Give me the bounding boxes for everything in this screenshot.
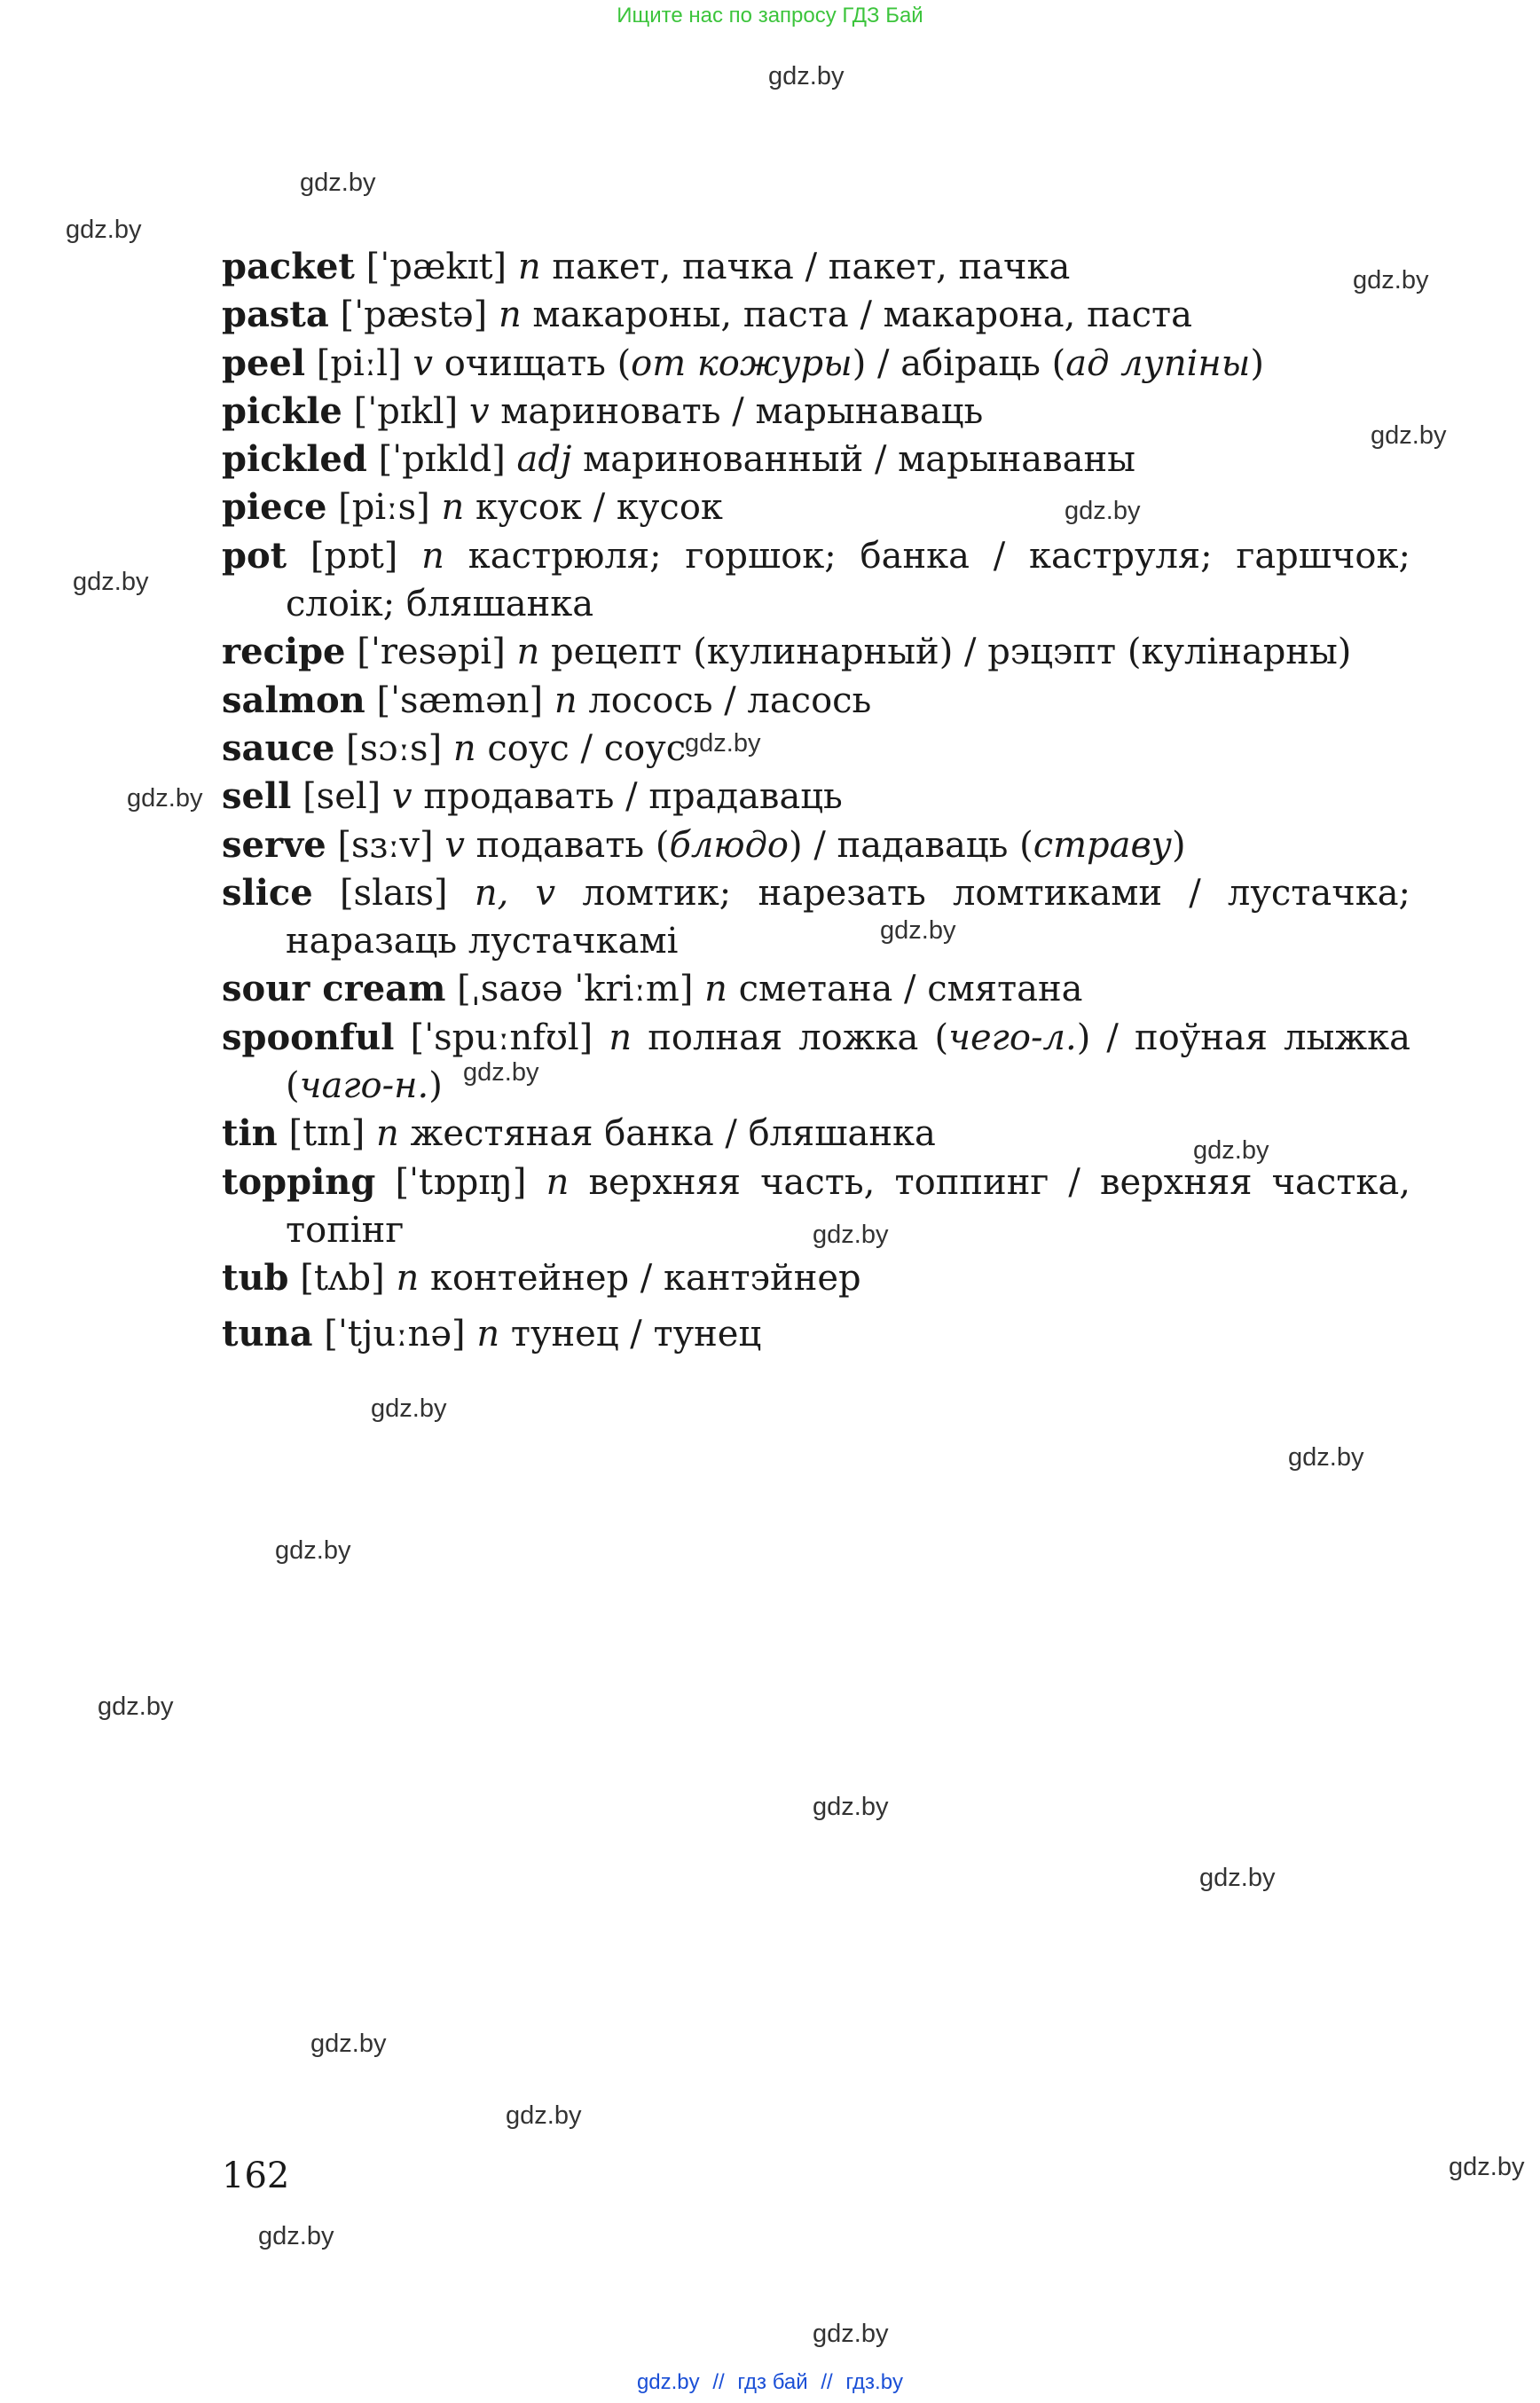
headword: sauce — [222, 726, 335, 769]
transcription: [slaɪs] — [339, 872, 448, 914]
translation: полная ложка ( — [648, 1017, 949, 1058]
translation-note: ад лупіны — [1065, 342, 1251, 384]
watermark: gdz.by — [371, 1394, 447, 1423]
watermark: gdz.by — [506, 2101, 582, 2130]
footer-link-gdz-bai[interactable]: гдз бай — [737, 2370, 808, 2394]
part-of-speech: v — [444, 824, 465, 866]
vocabulary-entry — [222, 436, 1410, 483]
headword: sell — [222, 775, 292, 818]
part-of-speech: n — [421, 535, 444, 577]
translation: кастрюля; горшок; банка / каструля; гаршчок; слоік; бляшанка — [286, 535, 1410, 625]
footer-separator: // — [712, 2370, 725, 2394]
footer-link-gdz-by[interactable]: gdz.by — [636, 2370, 700, 2394]
headword: pickled — [222, 438, 367, 481]
part-of-speech: n — [609, 1017, 632, 1058]
vocabulary-entry — [222, 291, 1410, 339]
watermark: gdz.by — [300, 169, 376, 197]
vocabulary-entry — [222, 725, 1410, 773]
vocabulary-entry — [222, 773, 1410, 821]
footer-separator: // — [821, 2370, 833, 2394]
transcription: [sɔːs] — [346, 727, 443, 769]
headword: tuna — [222, 1312, 313, 1355]
transcription: [ˈpækɪt] — [365, 247, 507, 287]
translation: лосось / ласось — [588, 679, 872, 721]
transcription: [ˈsæmən] — [376, 679, 544, 721]
watermark: gdz.by — [1065, 497, 1141, 525]
watermark: gdz.by — [275, 1536, 351, 1565]
watermark: gdz.by — [1449, 2153, 1525, 2181]
vocabulary-entry — [222, 532, 1410, 629]
transcription: [ˈpɪkld] — [378, 439, 506, 481]
part-of-speech: adj — [516, 439, 572, 481]
transcription: [tɪn] — [288, 1113, 365, 1155]
translation-note: блюдо — [669, 824, 790, 866]
watermark: gdz.by — [258, 2222, 334, 2250]
translation: жестяная банка / бляшанка — [410, 1113, 936, 1155]
vocabulary-list — [222, 243, 1410, 1358]
watermark: gdz.by — [66, 216, 142, 244]
translation: рецепт (кулинарный) / рэцэпт (кулінарны) — [551, 632, 1352, 673]
translation: ) / поўная лыжка ( — [286, 1017, 1410, 1107]
part-of-speech: n — [704, 969, 727, 1010]
transcription: [pɒt] — [310, 535, 398, 577]
watermark: gdz.by — [685, 729, 761, 758]
part-of-speech: n — [546, 1161, 570, 1203]
watermark: gdz.by — [1353, 266, 1429, 294]
watermark: gdz.by — [813, 1793, 889, 1821]
vocabulary-entry — [222, 628, 1410, 676]
footer-links — [0, 2370, 1540, 2395]
headword: packet — [222, 246, 355, 287]
translation: подавать ( — [475, 824, 670, 866]
headword: pickle — [222, 389, 342, 432]
vocabulary-entry — [222, 1310, 1410, 1358]
translation: пакет, пачка / пакет, пачка — [552, 247, 1071, 287]
part-of-speech: v — [468, 390, 490, 432]
watermark: gdz.by — [1193, 1136, 1269, 1165]
watermark: gdz.by — [1288, 1443, 1364, 1472]
headword: tin — [222, 1112, 278, 1155]
part-of-speech: v — [392, 776, 412, 818]
translation: тунец / тунец — [510, 1313, 762, 1355]
transcription: [ˈspuːnfʊl] — [410, 1017, 593, 1058]
translation: ) / абіраць ( — [852, 342, 1066, 384]
translation: ) — [428, 1065, 443, 1107]
translation: ) / падаваць ( — [789, 824, 1033, 866]
vocabulary-entry — [222, 243, 1410, 291]
part-of-speech: n — [517, 247, 541, 287]
headword: slice — [222, 871, 313, 914]
vocabulary-entry — [222, 821, 1410, 869]
headword: recipe — [222, 631, 346, 673]
translation: верхняя часть, топпинг / верхняя частка, топінг — [286, 1161, 1410, 1251]
headword: peel — [222, 342, 306, 384]
vocabulary-entry — [222, 1014, 1410, 1111]
translation: очищать ( — [444, 342, 632, 384]
transcription: [ˈresəpi] — [357, 632, 506, 673]
watermark: gdz.by — [310, 2030, 387, 2058]
translation: кусок / кусок — [475, 487, 723, 529]
watermark: gdz.by — [768, 62, 845, 90]
transcription: [tʌb] — [300, 1258, 385, 1300]
page-number: 162 — [222, 2156, 290, 2196]
part-of-speech: n — [441, 487, 465, 529]
translation: соус / соус — [487, 727, 687, 769]
watermark: gdz.by — [98, 1692, 174, 1721]
headword: topping — [222, 1160, 376, 1203]
headword: serve — [222, 823, 326, 866]
part-of-speech: n — [498, 294, 522, 336]
watermark: gdz.by — [1371, 421, 1447, 450]
vocabulary-entry — [222, 869, 1410, 966]
translation-note: от кожуры — [631, 342, 852, 384]
transcription: [sɜːv] — [337, 824, 434, 866]
translation: сметана / смятана — [738, 969, 1083, 1010]
translation: макароны, паста / макарона, паста — [532, 294, 1192, 336]
vocabulary-entry — [222, 1110, 1410, 1158]
translation: ломтик; нарезать ломтиками / лустачка; наразаць лустачкамі — [286, 872, 1411, 962]
watermark: gdz.by — [463, 1058, 539, 1087]
watermark: gdz.by — [880, 916, 956, 945]
headword: spoonful — [222, 1016, 395, 1058]
translation-note: чего-л. — [948, 1017, 1077, 1058]
watermark: gdz.by — [73, 568, 149, 596]
transcription: [ˈpæstə] — [340, 294, 488, 336]
transcription: [ˈtjuːnə] — [324, 1313, 466, 1355]
vocabulary-entry — [222, 340, 1410, 388]
vocabulary-entry — [222, 1254, 1410, 1302]
translation: продавать / прадаваць — [423, 776, 843, 818]
part-of-speech: n — [396, 1258, 420, 1300]
vocabulary-entry — [222, 677, 1410, 725]
headword: tub — [222, 1257, 289, 1300]
translation: ) — [1250, 342, 1264, 384]
watermark: gdz.by — [1199, 1864, 1276, 1892]
transcription: [ˈtɒpɪŋ] — [395, 1161, 527, 1203]
translation-note: чаго-н. — [299, 1065, 429, 1107]
watermark: gdz.by — [813, 2320, 889, 2348]
headword: sour cream — [222, 968, 446, 1010]
part-of-speech: n — [554, 679, 578, 721]
part-of-speech: n — [476, 1313, 500, 1355]
headword: salmon — [222, 679, 365, 721]
vocabulary-entry — [222, 965, 1410, 1013]
watermark: gdz.by — [813, 1221, 889, 1249]
footer-link-gdz-by-cyrillic[interactable]: гдз.by — [845, 2370, 904, 2394]
transcription: [piːs] — [338, 487, 430, 529]
part-of-speech: n — [516, 632, 540, 673]
part-of-speech: n — [376, 1113, 399, 1155]
headword: piece — [222, 486, 327, 529]
translation: мариновать / марынаваць — [500, 390, 984, 432]
vocabulary-entry — [222, 483, 1410, 531]
headword: pasta — [222, 294, 329, 336]
translation: контейнер / кантэйнер — [429, 1258, 861, 1300]
transcription: [piːl] — [316, 342, 402, 384]
part-of-speech: n — [452, 727, 476, 769]
transcription: [sel] — [302, 776, 381, 818]
vocabulary-entry — [222, 388, 1410, 436]
part-of-speech: n, v — [474, 872, 556, 914]
translation: ) — [1171, 824, 1186, 866]
vocabulary-entry — [222, 1158, 1410, 1255]
headword: pot — [222, 534, 287, 577]
translation-note: страву — [1033, 824, 1172, 866]
transcription: [ˈpɪkl] — [353, 390, 459, 432]
transcription: [ˌsaʊə ˈkriːm] — [457, 969, 694, 1010]
top-banner[interactable]: Ищите нас по запросу ГДЗ Бай — [617, 4, 923, 27]
watermark: gdz.by — [127, 784, 203, 813]
part-of-speech: v — [412, 342, 433, 384]
translation: маринованный / марынаваны — [583, 439, 1135, 481]
